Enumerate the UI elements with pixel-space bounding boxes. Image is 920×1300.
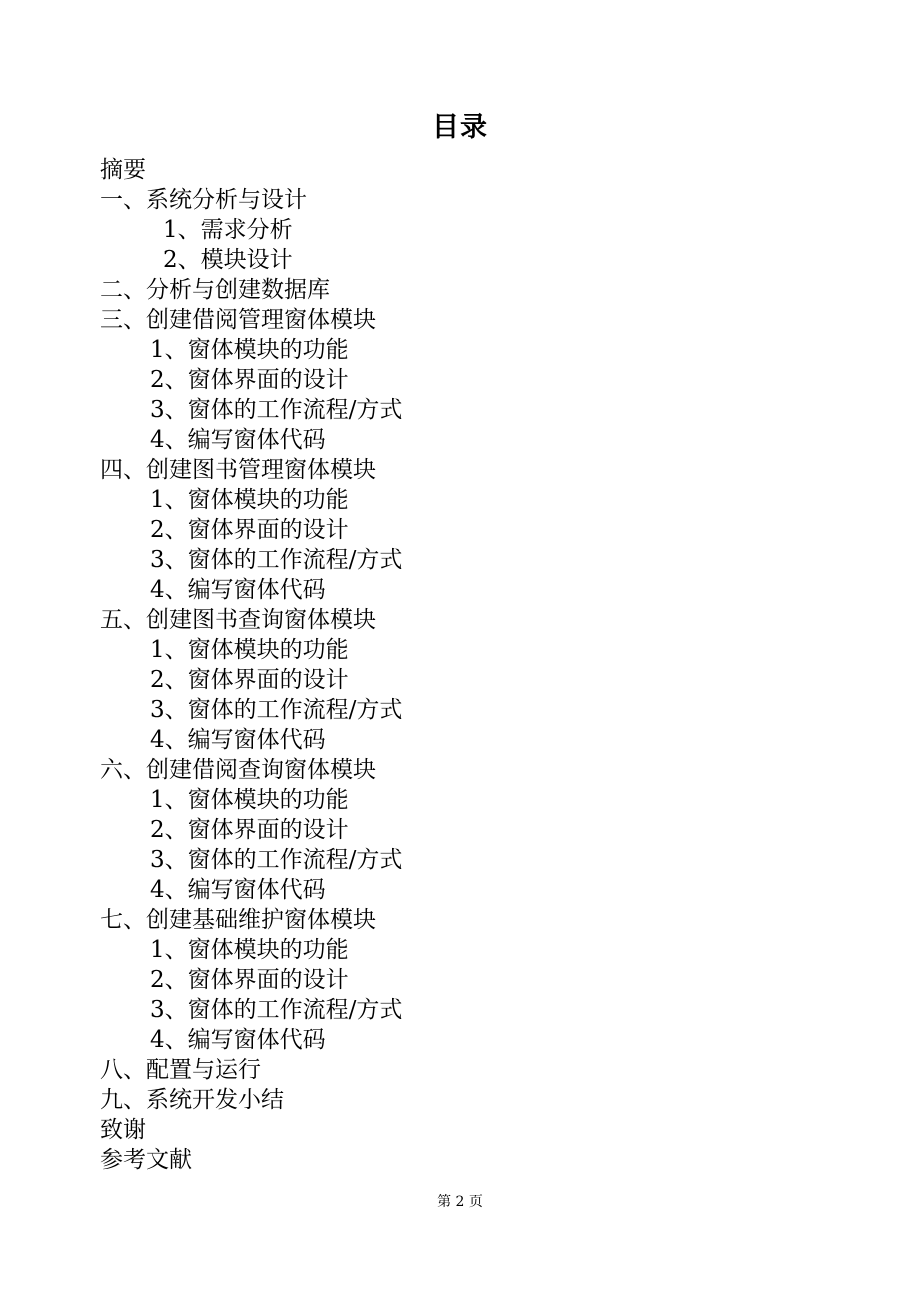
- toc-subentry: 3、窗体的工作流程/方式: [150, 847, 403, 873]
- toc-entry: 六、创建借阅查询窗体模块: [100, 757, 376, 783]
- toc-entry: 摘要: [100, 157, 146, 183]
- toc-subentry: 3、窗体的工作流程/方式: [150, 547, 403, 573]
- toc-subentry: 4、编写窗体代码: [150, 727, 326, 753]
- toc-entry: 九、系统开发小结: [100, 1087, 284, 1113]
- toc-subentry: 1、需求分析: [163, 217, 293, 243]
- toc-subentry: 3、窗体的工作流程/方式: [150, 397, 403, 423]
- toc-subentry: 2、窗体界面的设计: [150, 367, 349, 393]
- toc-entry: 四、创建图书管理窗体模块: [100, 457, 376, 483]
- toc-subentry: 1、窗体模块的功能: [150, 487, 349, 513]
- toc-entry: 七、创建基础维护窗体模块: [100, 907, 376, 933]
- table-of-contents: [100, 155, 820, 1175]
- toc-entry: 五、创建图书查询窗体模块: [100, 607, 376, 633]
- toc-entry: 一、系统分析与设计: [100, 187, 307, 213]
- toc-subentry: 4、编写窗体代码: [150, 877, 326, 903]
- toc-entry: 八、配置与运行: [100, 1057, 261, 1083]
- toc-subentry: 4、编写窗体代码: [150, 427, 326, 453]
- page-number: 第 2 页: [437, 1194, 483, 1210]
- toc-subentry: 1、窗体模块的功能: [150, 637, 349, 663]
- toc-entry: 二、分析与创建数据库: [100, 277, 330, 303]
- toc-subentry: 3、窗体的工作流程/方式: [150, 997, 403, 1023]
- toc-subentry: 1、窗体模块的功能: [150, 937, 349, 963]
- toc-entry: 参考文献: [100, 1147, 192, 1173]
- toc-subentry: 2、窗体界面的设计: [150, 817, 349, 843]
- toc-subentry: 3、窗体的工作流程/方式: [150, 697, 403, 723]
- toc-subentry: 4、编写窗体代码: [150, 1027, 326, 1053]
- toc-entry: 致谢: [100, 1117, 146, 1143]
- toc-subentry: 2、窗体界面的设计: [150, 517, 349, 543]
- toc-subentry: 1、窗体模块的功能: [150, 787, 349, 813]
- toc-subentry: 2、窗体界面的设计: [150, 967, 349, 993]
- toc-subentry: 2、模块设计: [163, 247, 293, 273]
- page-title: 目录: [432, 112, 488, 143]
- toc-entry: 三、创建借阅管理窗体模块: [100, 307, 376, 333]
- toc-subentry: 2、窗体界面的设计: [150, 667, 349, 693]
- toc-subentry: 1、窗体模块的功能: [150, 337, 349, 363]
- toc-subentry: 4、编写窗体代码: [150, 577, 326, 603]
